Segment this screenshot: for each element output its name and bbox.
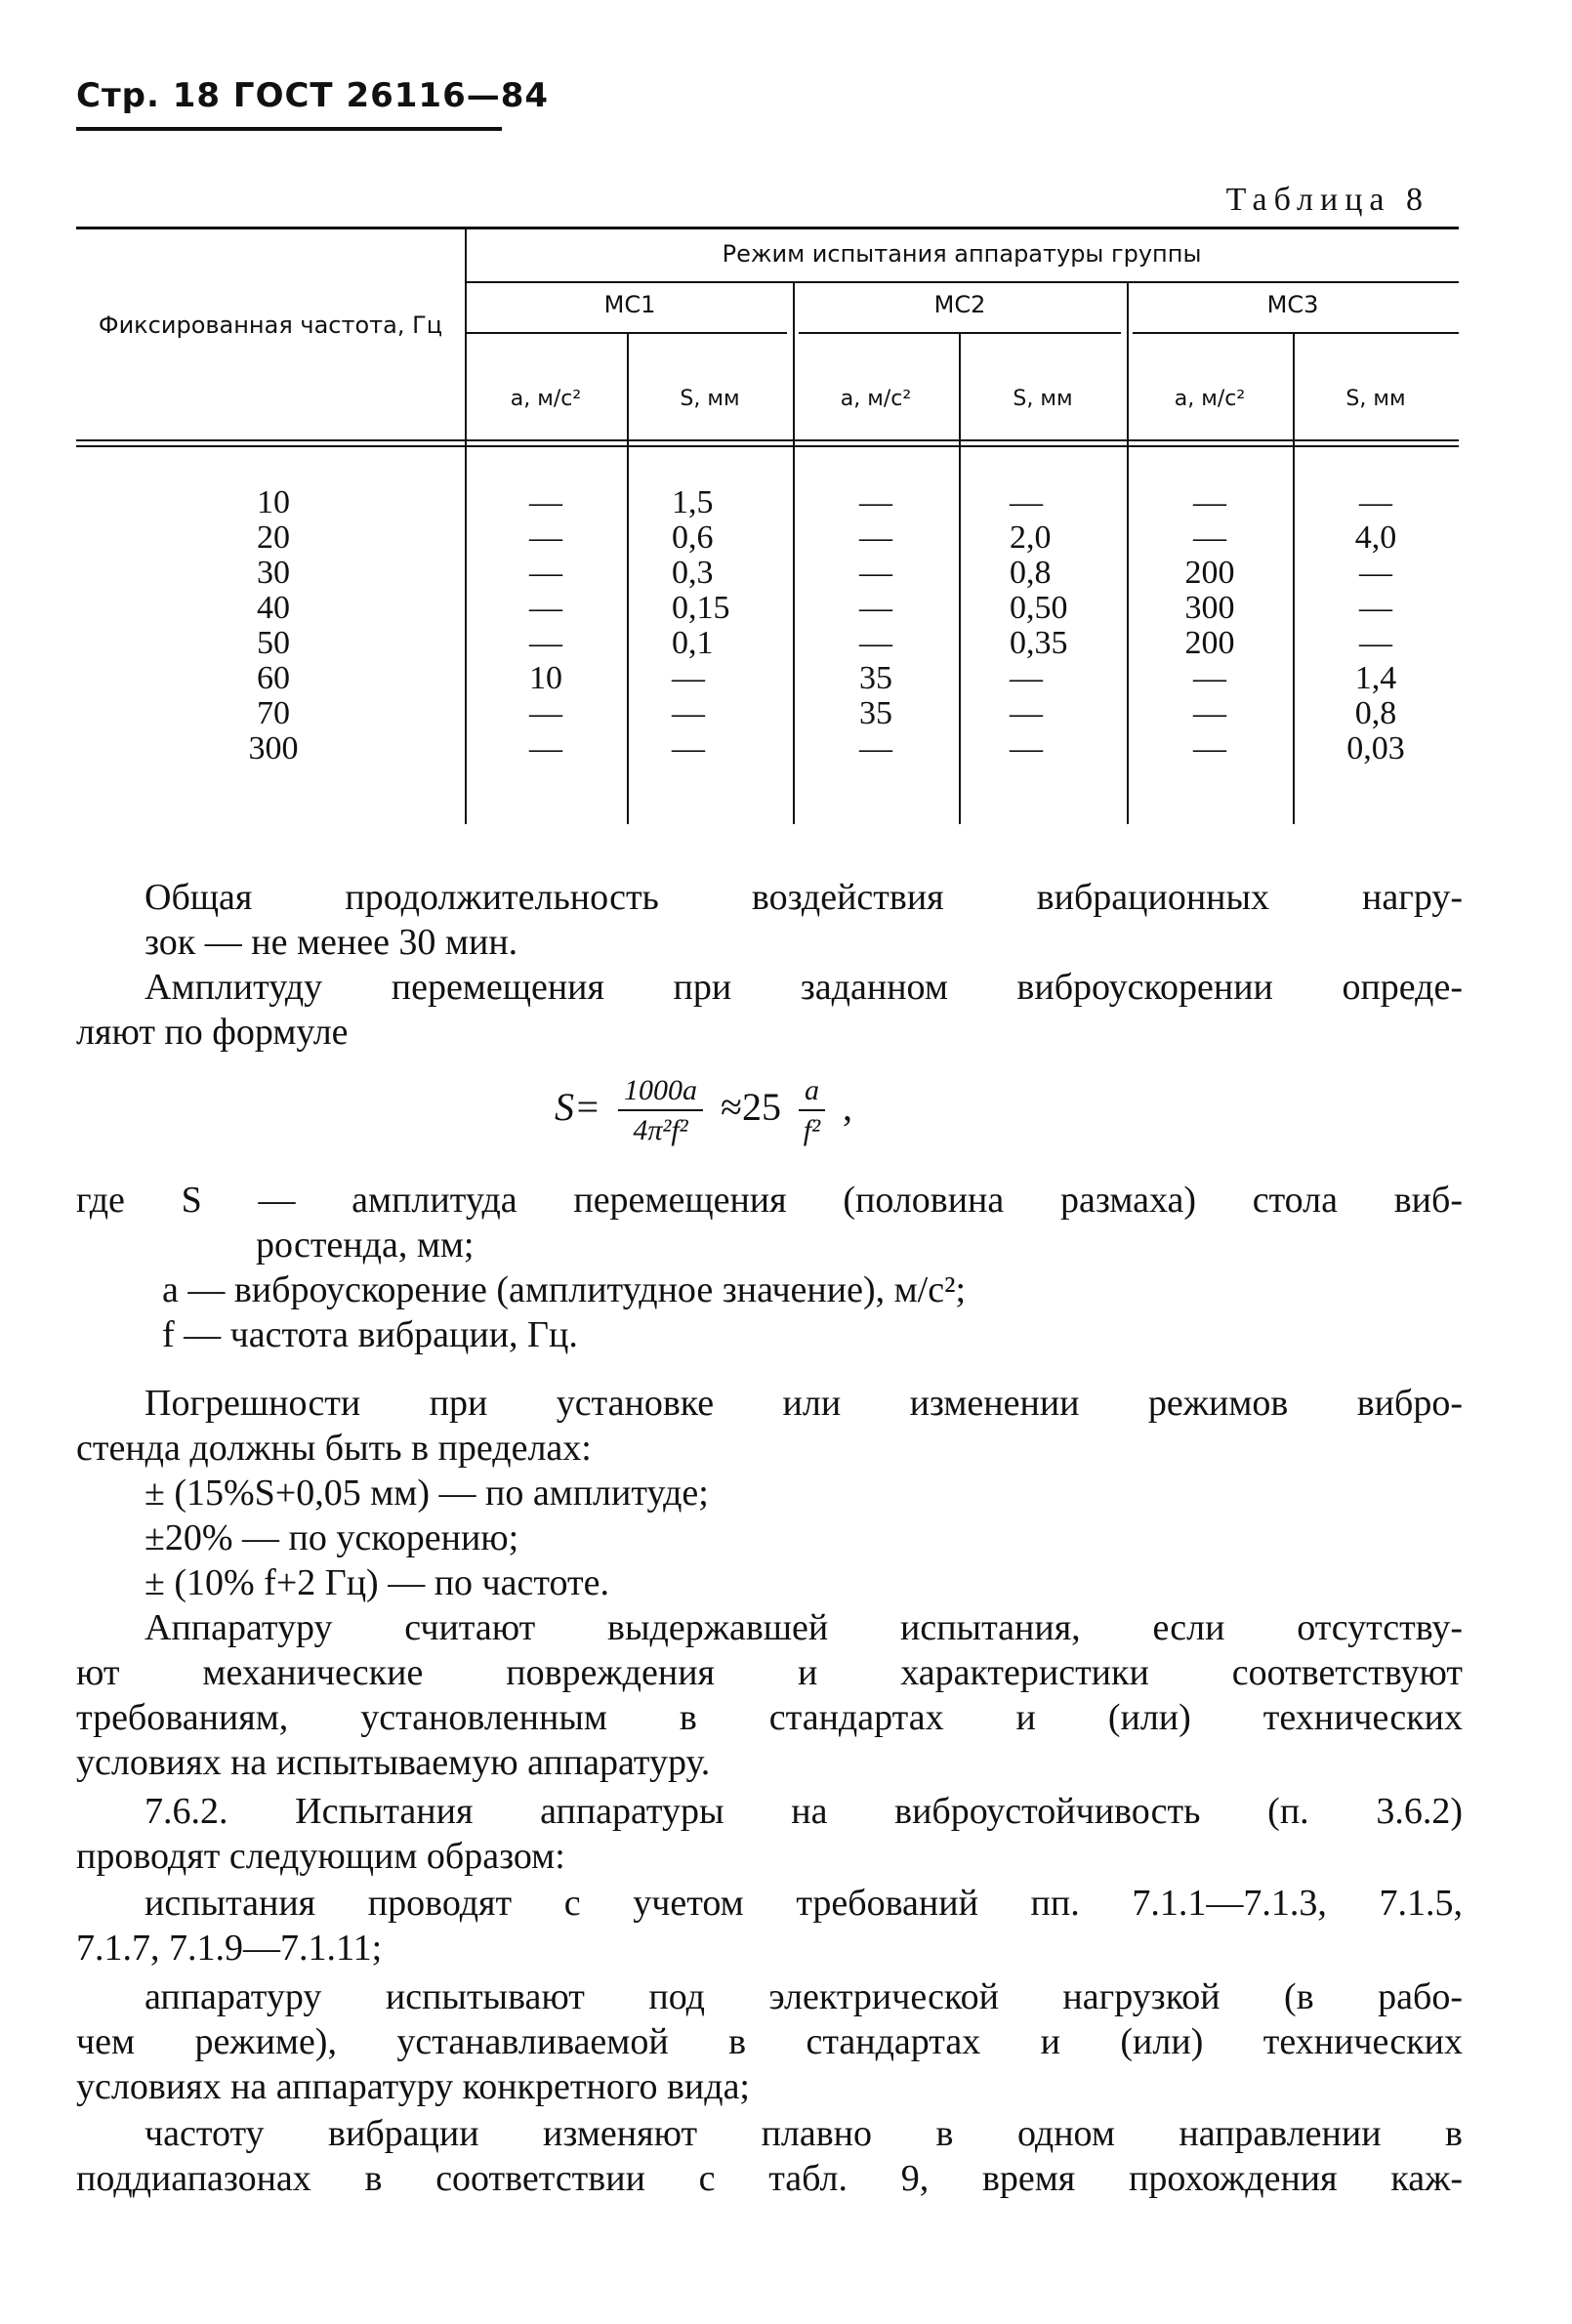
paragraph-2-line-2: ляют по формуле — [76, 1012, 349, 1053]
mc3-a-header: a, м/с² — [1174, 387, 1246, 411]
column-mc2-a — [793, 485, 959, 767]
table-cell: 0,35 — [1010, 625, 1068, 661]
table-cell: 200 — [1184, 555, 1235, 591]
group-mc3: MC3 — [1266, 291, 1319, 318]
paragraph-3-line-1: Погрешности при установке или изменении режимов вибро- — [145, 1383, 1463, 1424]
table-cell: — — [672, 660, 705, 696]
table-cell: 0,03 — [1346, 730, 1405, 767]
paragraph-1-line-2: зок — не менее 30 мин. — [145, 922, 518, 963]
paragraph-5-line-2: проводят следующим образом: — [76, 1836, 565, 1877]
table-cell: 0,1 — [672, 625, 714, 661]
formula-tail: , — [842, 1085, 852, 1130]
table-cell: — — [1193, 730, 1226, 767]
table-cell: — — [1193, 519, 1226, 556]
page-header: Стр. 18 ГОСТ 26116—84 — [76, 76, 550, 115]
column-mc3-s — [1293, 485, 1459, 767]
table-cell: 1,5 — [672, 484, 714, 520]
table-cell: — — [1010, 730, 1043, 767]
paragraph-7-line-2: чем режиме), устанавливаемой в стандартах и (или) технических — [76, 2021, 1463, 2062]
table-cell: 30 — [257, 555, 290, 591]
paragraph-6-line-1: испытания проводят с учетом требований пп. 7.1.1—7.1.3, 7.1.5, — [145, 1883, 1463, 1924]
table-cell: — — [1359, 555, 1392, 591]
table-cell: — — [529, 519, 562, 556]
table-cell: — — [859, 484, 892, 520]
where-s-line-1: где S — амплитуда перемещения (половина размаха) стола виб- — [76, 1180, 1463, 1221]
paragraph-5-line-1: 7.6.2. Испытания аппаратуры на виброустойчивость (п. 3.6.2) — [145, 1791, 1463, 1832]
table-cell: 4,0 — [1354, 519, 1397, 556]
mc1-s-header: S, мм — [680, 387, 740, 411]
tolerance-frequency: ± (10% f+2 Гц) — по частоте. — [145, 1562, 609, 1603]
mc2-s-header: S, мм — [1013, 387, 1073, 411]
table-cell: — — [1193, 695, 1226, 731]
table-cell: 60 — [257, 660, 290, 696]
table-cell: — — [859, 625, 892, 661]
table-cell: — — [1359, 484, 1392, 520]
table-cell: — — [1359, 590, 1392, 626]
table-cell: 300 — [248, 730, 299, 767]
mc2-a-header: a, м/с² — [840, 387, 912, 411]
formula-numerator-1: 1000a — [618, 1072, 703, 1111]
table-cell: 35 — [859, 660, 892, 696]
header-bottom-rule-1 — [76, 439, 1459, 441]
where-s-line-2: ростенда, мм; — [256, 1224, 475, 1266]
where-a: a — виброускорение (амплитудное значение), м/с²; — [162, 1269, 967, 1310]
table-top-rule — [76, 227, 1459, 229]
table-cell: — — [529, 730, 562, 767]
paragraph-6-line-2: 7.1.7, 7.1.9—7.1.11; — [76, 1928, 383, 1969]
paragraph-1-line-1: Общая продолжительность воздействия вибрационных нагру- — [145, 877, 1463, 918]
table-cell: 20 — [257, 519, 290, 556]
table-cell: 300 — [1184, 590, 1235, 626]
table-cell: 2,0 — [1010, 519, 1052, 556]
table-cell: — — [1193, 484, 1226, 520]
column-mc3-a — [1127, 485, 1293, 767]
paragraph-2-line-1: Амплитуду перемещения при заданном виброускорении опреде- — [145, 967, 1463, 1008]
table-caption: Таблица 8 — [1225, 182, 1429, 218]
formula-lhs: S= — [555, 1085, 600, 1130]
table-cell: 0,15 — [672, 590, 730, 626]
mc3-s-header: S, мм — [1345, 387, 1406, 411]
mc1-rule — [465, 332, 787, 334]
table-cell: 1,4 — [1354, 660, 1397, 696]
table-cell: 0,50 — [1010, 590, 1068, 626]
paragraph-8-line-1: частоту вибрации изменяют плавно в одном направлении в — [145, 2113, 1463, 2154]
table-cell: — — [529, 555, 562, 591]
mc3-rule — [1133, 332, 1459, 334]
formula-fraction-1 — [618, 1072, 703, 1150]
table-cell: 0,3 — [672, 555, 714, 591]
table-cell: — — [672, 730, 705, 767]
header-rule — [76, 127, 502, 131]
table-cell: — — [859, 555, 892, 591]
column-frequency — [215, 485, 332, 767]
table-cell: — — [529, 625, 562, 661]
table-cell: — — [1010, 695, 1043, 731]
table-cell: — — [859, 730, 892, 767]
paragraph-4-line-1: Аппаратуру считают выдержавшей испытания, если отсутству- — [145, 1607, 1463, 1648]
column-mc1-s — [627, 485, 793, 767]
table-cell: 50 — [257, 625, 290, 661]
table-cell: — — [529, 590, 562, 626]
table-cell: — — [1010, 484, 1043, 520]
table-cell: — — [859, 590, 892, 626]
group-header: Режим испытания аппаратуры группы — [722, 240, 1202, 268]
paragraph-4-line-3: требованиям, установленным в стандартах и (или) технических — [76, 1697, 1463, 1738]
table-cell: 70 — [257, 695, 290, 731]
table-cell: — — [1010, 660, 1043, 696]
group-header-rule — [465, 281, 1459, 283]
tolerance-amplitude: ± (15%S+0,05 мм) — по амплитуде; — [145, 1473, 709, 1514]
table-cell: 0,8 — [1354, 695, 1397, 731]
table-cell: — — [1359, 625, 1392, 661]
table-cell: 10 — [257, 484, 290, 520]
table-cell: 10 — [529, 660, 562, 696]
formula-approx: ≈25 — [721, 1085, 781, 1130]
table-cell: 35 — [859, 695, 892, 731]
table-cell: — — [529, 695, 562, 731]
formula-fraction-2 — [799, 1072, 825, 1150]
column-mc1-a — [465, 485, 627, 767]
paragraph-7-line-3: условиях на аппаратуру конкретного вида; — [76, 2066, 750, 2107]
paragraph-8-line-2: поддиапазонах в соответствии с табл. 9, время прохождения каж- — [76, 2158, 1463, 2199]
header-bottom-rule-2 — [76, 445, 1459, 447]
group-mc2: MC2 — [933, 291, 986, 318]
column-mc2-s — [959, 485, 1127, 767]
table-cell: — — [672, 695, 705, 731]
paragraph-4-line-4: условиях на испытываемую аппаратуру. — [76, 1742, 711, 1783]
paragraph-7-line-1: аппаратуру испытывают под электрической нагрузкой (в рабо- — [145, 1976, 1463, 2017]
mc1-a-header: a, м/с² — [510, 387, 582, 411]
table-cell: — — [529, 484, 562, 520]
paragraph-4-line-2: ют механические повреждения и характеристики соответствуют — [76, 1652, 1463, 1693]
table-cell: 200 — [1184, 625, 1235, 661]
table-cell: 0,6 — [672, 519, 714, 556]
table-cell: 0,8 — [1010, 555, 1052, 591]
table-cell: 40 — [257, 590, 290, 626]
formula-denominator-2: f² — [803, 1114, 821, 1146]
paragraph-3-line-2: стенда должны быть в пределах: — [76, 1428, 592, 1469]
group-mc1: MC1 — [603, 291, 656, 318]
formula-numerator-2: a — [799, 1072, 825, 1111]
tolerance-acceleration: ±20% — по ускорению; — [145, 1517, 519, 1558]
formula — [555, 1072, 1043, 1170]
table-cell: — — [1193, 660, 1226, 696]
formula-denominator-1: 4π²f² — [633, 1114, 688, 1146]
table-cell: — — [859, 519, 892, 556]
frequency-header: Фиксированная частота, Гц — [98, 311, 443, 339]
where-f: f — частота вибрации, Гц. — [162, 1314, 578, 1355]
